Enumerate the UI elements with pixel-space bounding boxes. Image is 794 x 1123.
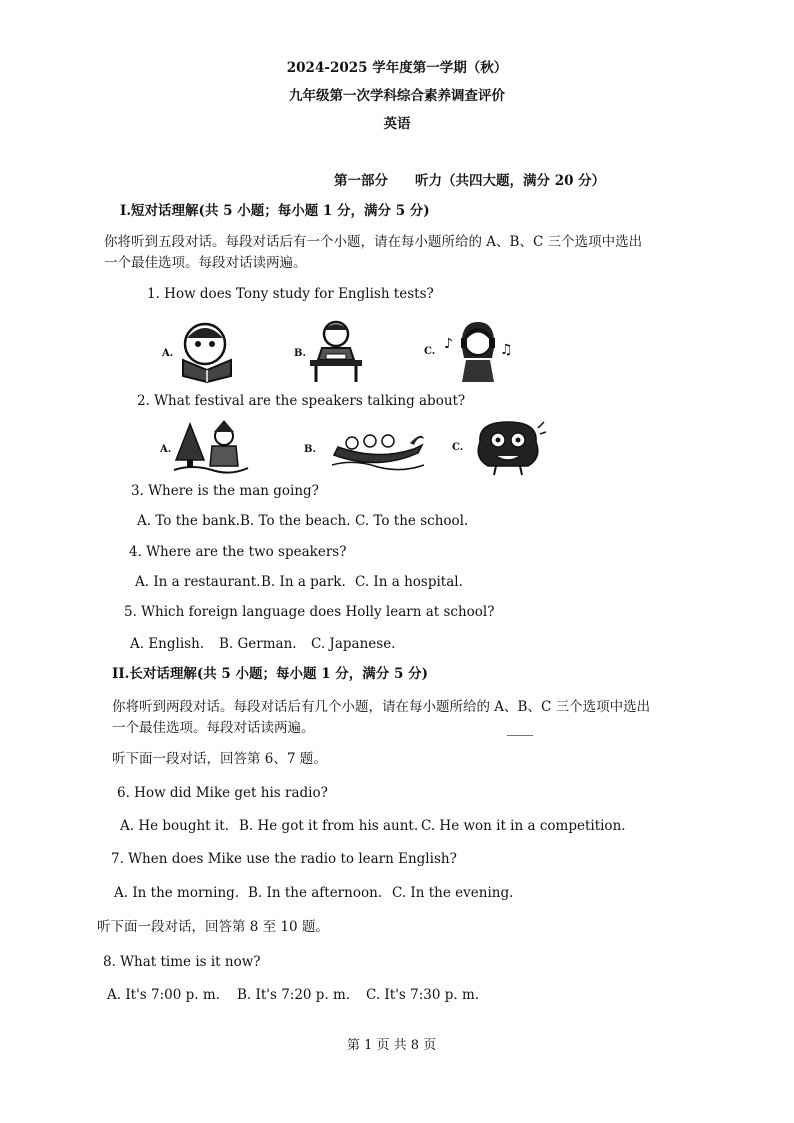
q5-stem: 5. Which foreign language does Holly learn at school? [124, 604, 495, 620]
exam-title: 九年级第一次学科综合素养调查评价 [289, 88, 505, 104]
q4-option-a: A. In a restaurant. [135, 574, 261, 590]
q6-option-a: A. He bought it. [120, 818, 229, 834]
q7-option-c: C. In the evening. [392, 885, 514, 901]
section1-title: I.短对话理解(共 5 小题；每小题 1 分，满分 5 分) [120, 203, 430, 219]
reading-boy-icon [175, 320, 237, 384]
section1-instruction-1: 你将听到五段对话。每段对话后有一个小题，请在每小题所给的 A、B、C 三个选项中选出 [104, 234, 643, 250]
q2-option-c-label: C. [452, 442, 464, 453]
q3-stem: 3. Where is the man going? [131, 483, 319, 499]
q3-option-c: C. To the school. [355, 513, 469, 529]
section2-instruction-2: 一个最佳选项。每段对话读两遍。 [112, 720, 315, 736]
q8-stem: 8. What time is it now? [103, 954, 261, 970]
q4-option-b: B. In a park. [261, 574, 346, 590]
q4-stem: 4. Where are the two speakers? [129, 544, 347, 560]
q1-option-c-label: C. [424, 346, 436, 357]
christmas-santa-icon [172, 420, 250, 474]
q6-option-b: B. He got it from his aunt. [239, 818, 419, 834]
stray-mark [507, 735, 533, 736]
listen-instruction-6-7: 听下面一段对话，回答第 6、7 题。 [112, 751, 327, 767]
q1-stem: 1. How does Tony study for English tests? [147, 286, 434, 302]
exam-term: 2024-2025 学年度第一学期（秋） [286, 60, 508, 76]
svg-text:♪: ♪ [444, 336, 453, 352]
q3-option-a: A. To the bank. [137, 513, 240, 529]
q7-option-b: B. In the afternoon. [248, 885, 383, 901]
section1-instruction-2: 一个最佳选项。每段对话读两遍。 [104, 255, 307, 271]
q3-option-b: B. To the beach. [240, 513, 351, 529]
writing-boy-icon [306, 318, 366, 384]
q2-stem: 2. What festival are the speakers talking about? [137, 393, 466, 409]
q4-option-c: C. In a hospital. [355, 574, 463, 590]
svg-text:♫: ♫ [500, 342, 513, 358]
exam-subject: 英语 [383, 116, 411, 132]
q2-option-b-label: B. [304, 444, 316, 455]
listen-instruction-8-10: 听下面一段对话，回答第 8 至 10 题。 [97, 919, 329, 935]
q8-option-a: A. It's 7:00 p. m. [107, 987, 220, 1003]
lion-dance-icon [472, 418, 546, 476]
section2-title: II.长对话理解(共 5 小题；每小题 1 分，满分 5 分) [112, 666, 428, 682]
q1-option-b-label: B. [294, 348, 306, 359]
q6-stem: 6. How did Mike get his radio? [117, 785, 328, 801]
part1-title: 第一部分 听力（共四大题，满分 20 分） [334, 173, 606, 189]
q8-option-b: B. It's 7:20 p. m. [237, 987, 351, 1003]
q6-option-c: C. He won it in a competition. [421, 818, 626, 834]
dragon-boat-icon [330, 425, 426, 471]
q7-stem: 7. When does Mike use the radio to learn English? [111, 851, 457, 867]
q8-option-c: C. It's 7:30 p. m. [366, 987, 480, 1003]
section2-instruction-1: 你将听到两段对话。每段对话后有几个小题，请在每小题所给的 A、B、C 三个选项中选出 [112, 699, 651, 715]
q2-option-a-label: A. [160, 444, 172, 455]
q5-option-a: A. English. [130, 636, 205, 652]
q7-option-a: A. In the morning. [114, 885, 240, 901]
page-number: 第 1 页 共 8 页 [347, 1038, 437, 1053]
q1-option-a-label: A. [162, 348, 174, 359]
girl-headphones-icon [442, 318, 514, 384]
q5-option-b: B. German. [219, 636, 297, 652]
q5-option-c: C. Japanese. [311, 636, 396, 652]
